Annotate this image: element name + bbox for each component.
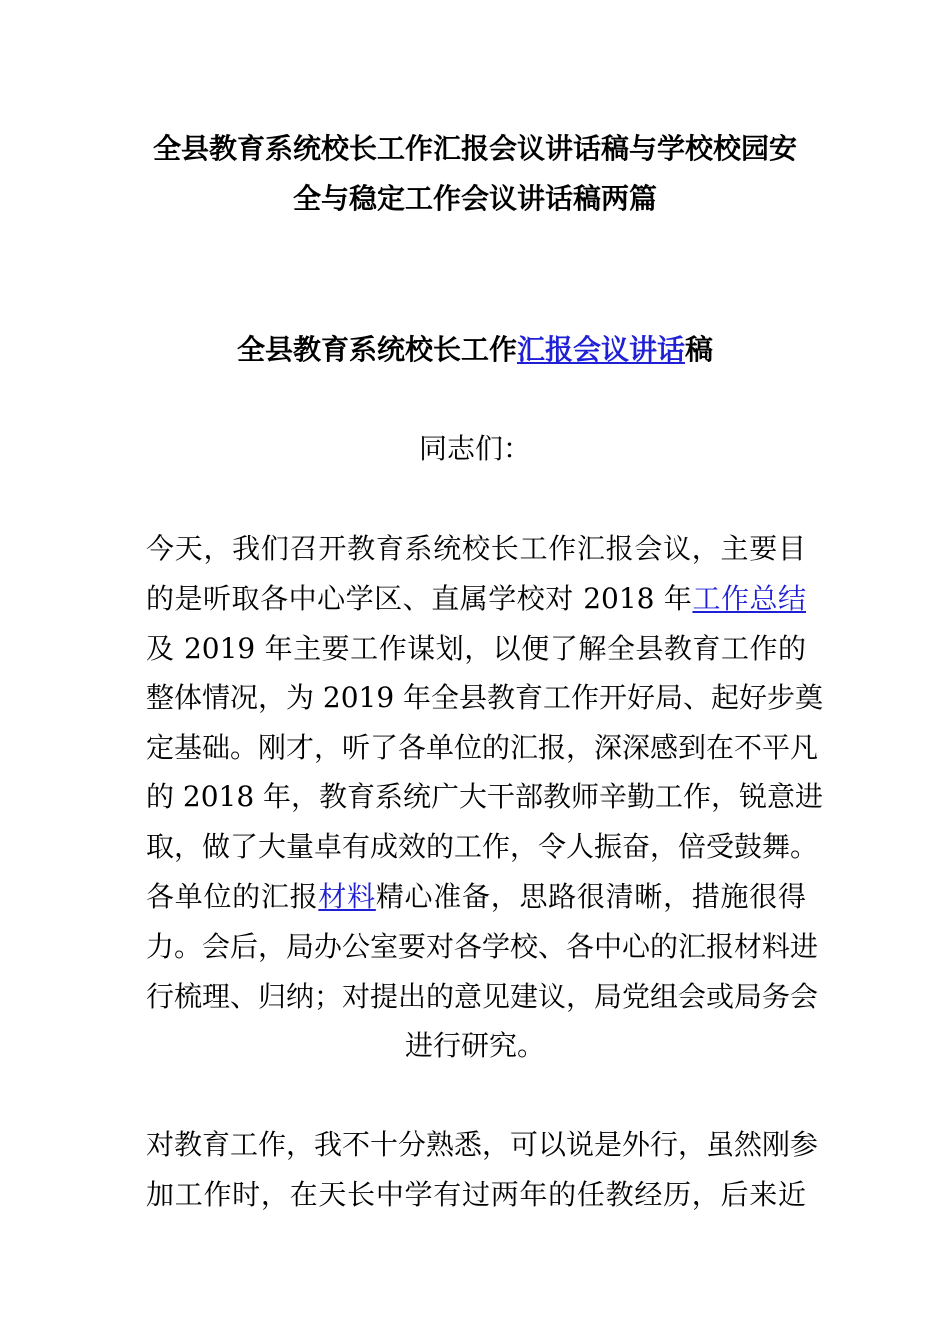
section-title-text: 全县教育系统校长工作 bbox=[236, 333, 517, 366]
main-title-line-1: 全县教育系统校长工作汇报会议讲话稿与学校校园安 bbox=[152, 132, 797, 165]
paragraph-1-line-2 bbox=[146, 582, 806, 616]
section-title-suffix: 稿 bbox=[685, 333, 714, 366]
paragraph-1-line-8 bbox=[146, 880, 806, 914]
paragraph-1-line-10: 行梳理、归纳；对提出的意见建议，局党组会或局务会 bbox=[146, 980, 819, 1013]
work-summary-link[interactable]: 工作总结 bbox=[692, 582, 806, 615]
salutation: 同志们： bbox=[418, 432, 531, 465]
section-title-link[interactable]: 汇报会议讲话 bbox=[516, 333, 685, 366]
materials-link[interactable]: 材料 bbox=[318, 880, 376, 913]
paragraph-1-line-1: 今天，我们召开教育系统校长工作汇报会议，主要目 bbox=[146, 532, 806, 565]
paragraph-1-line-8-rest: 精心准备，思路很清晰，措施很得 bbox=[375, 880, 806, 913]
paragraph-1-line-8-text: 各单位的汇报 bbox=[146, 880, 319, 913]
section-title bbox=[0, 333, 950, 367]
paragraph-1-line-11: 进行研究。 bbox=[404, 1029, 545, 1062]
paragraph-1-line-6: 的 2018 年，教育系统广大干部教师辛勤工作，锐意进 bbox=[146, 780, 824, 813]
paragraph-2-line-1: 对教育工作，我不十分熟悉，可以说是外行，虽然刚参 bbox=[146, 1128, 819, 1161]
paragraph-1-line-9: 力。会后，局办公室要对各学校、各中心的汇报材料进 bbox=[146, 930, 819, 963]
paragraph-1-line-3: 及 2019 年主要工作谋划，以便了解全县教育工作的 bbox=[146, 632, 806, 665]
paragraph-1-line-2-text: 的是听取各中心学区、直属学校对 2018 年 bbox=[146, 582, 693, 615]
main-title-line-2: 全与稳定工作会议讲话稿两篇 bbox=[292, 182, 657, 215]
paragraph-1-line-5: 定基础。刚才，听了各单位的汇报，深深感到在不平凡 bbox=[146, 731, 819, 764]
paragraph-1-line-7: 取，做了大量卓有成效的工作，令人振奋，倍受鼓舞。 bbox=[146, 830, 819, 863]
paragraph-1-line-4: 整体情况，为 2019 年全县教育工作开好局、起好步奠 bbox=[146, 681, 824, 714]
paragraph-2-line-2: 加工作时，在天长中学有过两年的任教经历，后来近 bbox=[146, 1178, 806, 1211]
